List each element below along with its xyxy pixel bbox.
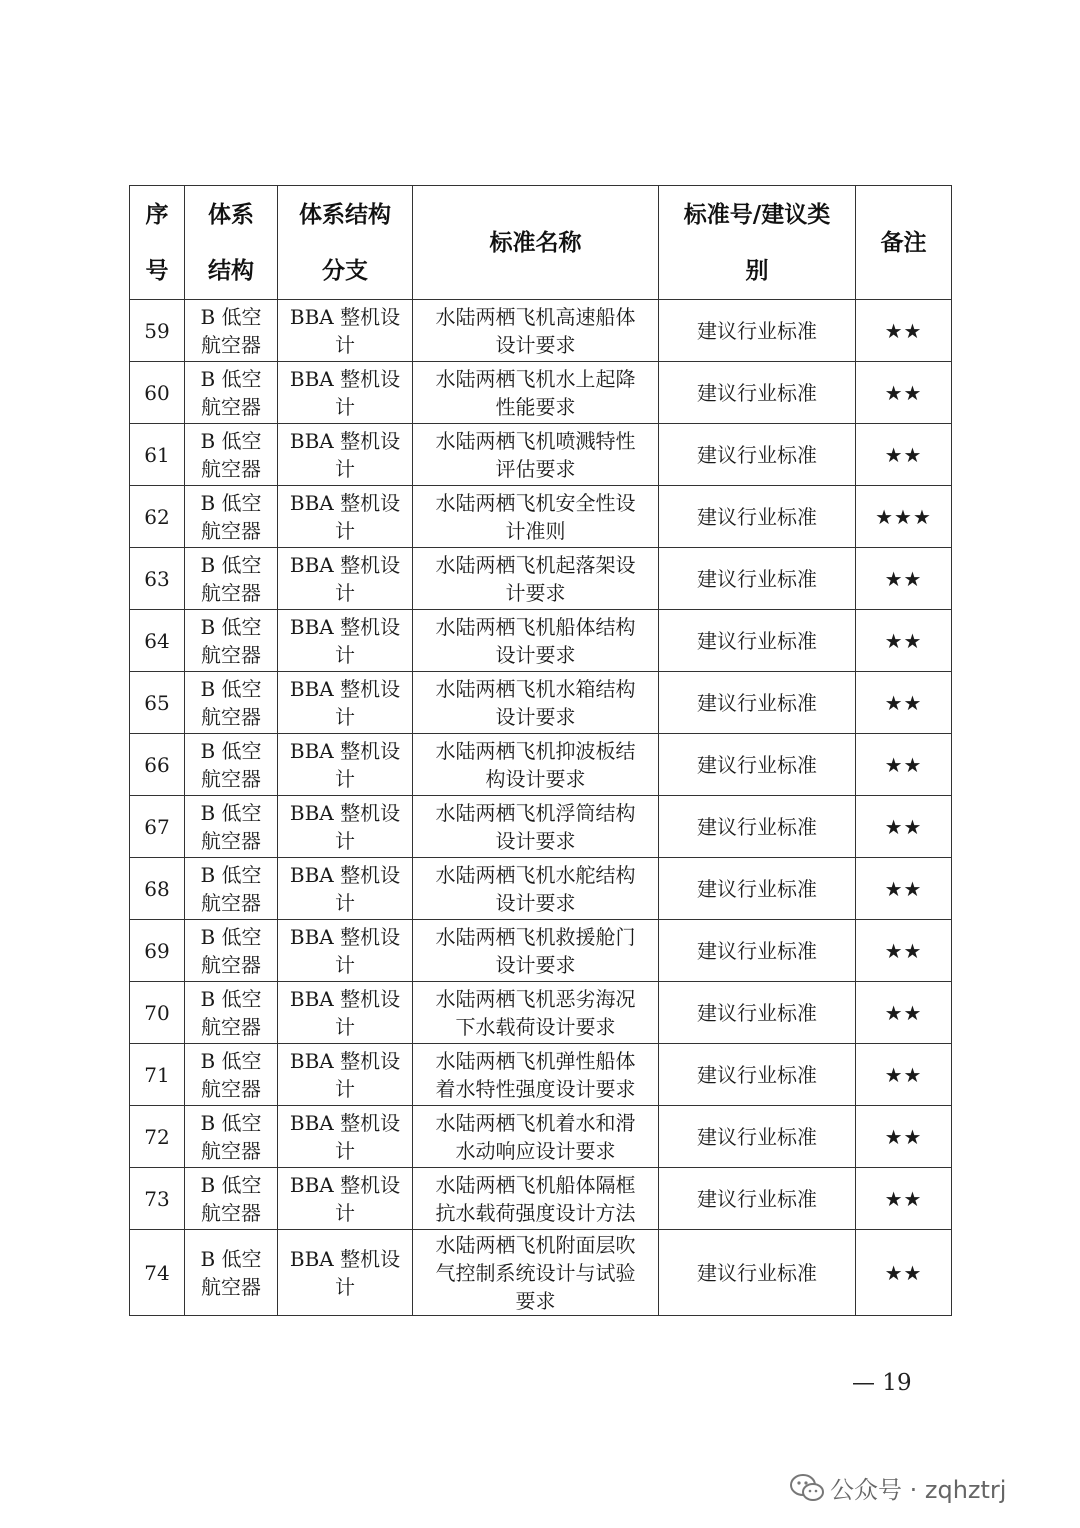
cell-remark: ★★★ xyxy=(856,486,952,548)
table-row xyxy=(130,362,952,424)
cell-remark: ★★ xyxy=(856,1044,952,1106)
cell-branch: BBA 整机设 计 xyxy=(278,734,413,796)
table-row xyxy=(130,1230,952,1316)
cell-seq: 74 xyxy=(130,1230,185,1316)
cell-remark: ★★ xyxy=(856,858,952,920)
cell-branch: BBA 整机设 计 xyxy=(278,858,413,920)
cell-structure: B 低空 航空器 xyxy=(185,1044,278,1106)
cell-seq: 68 xyxy=(130,858,185,920)
header-structure: 体系 结构 xyxy=(185,186,278,300)
cell-structure: B 低空 航空器 xyxy=(185,1106,278,1168)
table-row xyxy=(130,920,952,982)
header-remark: 备注 xyxy=(856,186,952,300)
standards-table xyxy=(129,185,952,1316)
cell-remark: ★★ xyxy=(856,734,952,796)
cell-structure: B 低空 航空器 xyxy=(185,920,278,982)
table-row xyxy=(130,734,952,796)
cell-remark: ★★ xyxy=(856,424,952,486)
cell-name: 水陆两栖飞机起落架设 计要求 xyxy=(413,548,659,610)
cell-category: 建议行业标准 xyxy=(659,734,856,796)
table-row xyxy=(130,548,952,610)
cell-branch: BBA 整机设 计 xyxy=(278,672,413,734)
cell-remark: ★★ xyxy=(856,1168,952,1230)
cell-category: 建议行业标准 xyxy=(659,1106,856,1168)
cell-remark: ★★ xyxy=(856,672,952,734)
page-number: — 19 xyxy=(852,1370,912,1396)
cell-remark: ★★ xyxy=(856,920,952,982)
cell-category: 建议行业标准 xyxy=(659,982,856,1044)
cell-category: 建议行业标准 xyxy=(659,920,856,982)
cell-category: 建议行业标准 xyxy=(659,1168,856,1230)
header-branch: 体系结构 分支 xyxy=(278,186,413,300)
cell-seq: 73 xyxy=(130,1168,185,1230)
cell-structure: B 低空 航空器 xyxy=(185,796,278,858)
cell-remark: ★★ xyxy=(856,1106,952,1168)
cell-name: 水陆两栖飞机船体隔框 抗水载荷强度设计方法 xyxy=(413,1168,659,1230)
cell-remark: ★★ xyxy=(856,1230,952,1316)
cell-name: 水陆两栖飞机抑波板结 构设计要求 xyxy=(413,734,659,796)
cell-name: 水陆两栖飞机弹性船体 着水特性强度设计要求 xyxy=(413,1044,659,1106)
cell-category: 建议行业标准 xyxy=(659,672,856,734)
cell-category: 建议行业标准 xyxy=(659,858,856,920)
cell-structure: B 低空 航空器 xyxy=(185,300,278,362)
cell-remark: ★★ xyxy=(856,362,952,424)
cell-category: 建议行业标准 xyxy=(659,424,856,486)
cell-category: 建议行业标准 xyxy=(659,610,856,672)
cell-seq: 70 xyxy=(130,982,185,1044)
cell-seq: 72 xyxy=(130,1106,185,1168)
cell-name: 水陆两栖飞机附面层吹 气控制系统设计与试验 要求 xyxy=(413,1230,659,1316)
cell-branch: BBA 整机设 计 xyxy=(278,796,413,858)
cell-remark: ★★ xyxy=(856,982,952,1044)
cell-name: 水陆两栖飞机水上起降 性能要求 xyxy=(413,362,659,424)
cell-seq: 67 xyxy=(130,796,185,858)
cell-structure: B 低空 航空器 xyxy=(185,1230,278,1316)
cell-seq: 65 xyxy=(130,672,185,734)
cell-remark: ★★ xyxy=(856,796,952,858)
table-row xyxy=(130,796,952,858)
cell-category: 建议行业标准 xyxy=(659,1044,856,1106)
cell-name: 水陆两栖飞机救援舱门 设计要求 xyxy=(413,920,659,982)
cell-branch: BBA 整机设 计 xyxy=(278,1168,413,1230)
cell-remark: ★★ xyxy=(856,610,952,672)
cell-structure: B 低空 航空器 xyxy=(185,486,278,548)
cell-branch: BBA 整机设 计 xyxy=(278,1230,413,1316)
watermark xyxy=(790,1470,1006,1505)
watermark-text: 公众号 · zqhztrj xyxy=(830,1476,1007,1504)
header-name: 标准名称 xyxy=(413,186,659,300)
cell-name: 水陆两栖飞机船体结构 设计要求 xyxy=(413,610,659,672)
cell-structure: B 低空 航空器 xyxy=(185,610,278,672)
cell-category: 建议行业标准 xyxy=(659,362,856,424)
cell-name: 水陆两栖飞机高速船体 设计要求 xyxy=(413,300,659,362)
cell-branch: BBA 整机设 计 xyxy=(278,362,413,424)
cell-seq: 62 xyxy=(130,486,185,548)
cell-branch: BBA 整机设 计 xyxy=(278,982,413,1044)
cell-seq: 63 xyxy=(130,548,185,610)
cell-category: 建议行业标准 xyxy=(659,1230,856,1316)
table-row xyxy=(130,300,952,362)
cell-branch: BBA 整机设 计 xyxy=(278,1106,413,1168)
cell-branch: BBA 整机设 计 xyxy=(278,548,413,610)
cell-name: 水陆两栖飞机水箱结构 设计要求 xyxy=(413,672,659,734)
cell-seq: 66 xyxy=(130,734,185,796)
cell-category: 建议行业标准 xyxy=(659,300,856,362)
cell-name: 水陆两栖飞机浮筒结构 设计要求 xyxy=(413,796,659,858)
cell-name: 水陆两栖飞机恶劣海况 下水载荷设计要求 xyxy=(413,982,659,1044)
table-row xyxy=(130,1106,952,1168)
cell-structure: B 低空 航空器 xyxy=(185,1168,278,1230)
cell-branch: BBA 整机设 计 xyxy=(278,300,413,362)
cell-structure: B 低空 航空器 xyxy=(185,734,278,796)
cell-branch: BBA 整机设 计 xyxy=(278,424,413,486)
table-row xyxy=(130,672,952,734)
cell-branch: BBA 整机设 计 xyxy=(278,920,413,982)
cell-structure: B 低空 航空器 xyxy=(185,672,278,734)
cell-category: 建议行业标准 xyxy=(659,548,856,610)
table-row xyxy=(130,982,952,1044)
cell-branch: BBA 整机设 计 xyxy=(278,486,413,548)
cell-name: 水陆两栖飞机喷溅特性 评估要求 xyxy=(413,424,659,486)
cell-seq: 71 xyxy=(130,1044,185,1106)
cell-structure: B 低空 航空器 xyxy=(185,548,278,610)
table-row xyxy=(130,610,952,672)
cell-name: 水陆两栖飞机着水和滑 水动响应设计要求 xyxy=(413,1106,659,1168)
cell-branch: BBA 整机设 计 xyxy=(278,1044,413,1106)
table-row xyxy=(130,1168,952,1230)
cell-structure: B 低空 航空器 xyxy=(185,362,278,424)
table-row xyxy=(130,858,952,920)
cell-structure: B 低空 航空器 xyxy=(185,982,278,1044)
table-row xyxy=(130,1044,952,1106)
table-row xyxy=(130,424,952,486)
table-header-row xyxy=(130,186,952,300)
cell-structure: B 低空 航空器 xyxy=(185,424,278,486)
cell-seq: 60 xyxy=(130,362,185,424)
cell-name: 水陆两栖飞机安全性设 计准则 xyxy=(413,486,659,548)
cell-remark: ★★ xyxy=(856,548,952,610)
cell-remark: ★★ xyxy=(856,300,952,362)
cell-category: 建议行业标准 xyxy=(659,486,856,548)
cell-category: 建议行业标准 xyxy=(659,796,856,858)
cell-name: 水陆两栖飞机水舵结构 设计要求 xyxy=(413,858,659,920)
cell-branch: BBA 整机设 计 xyxy=(278,610,413,672)
cell-seq: 64 xyxy=(130,610,185,672)
table-row xyxy=(130,486,952,548)
cell-seq: 61 xyxy=(130,424,185,486)
header-category: 标准号/建议类 别 xyxy=(659,186,856,300)
cell-structure: B 低空 航空器 xyxy=(185,858,278,920)
header-seq: 序 号 xyxy=(130,186,185,300)
cell-seq: 59 xyxy=(130,300,185,362)
wechat-icon xyxy=(790,1473,824,1503)
cell-seq: 69 xyxy=(130,920,185,982)
